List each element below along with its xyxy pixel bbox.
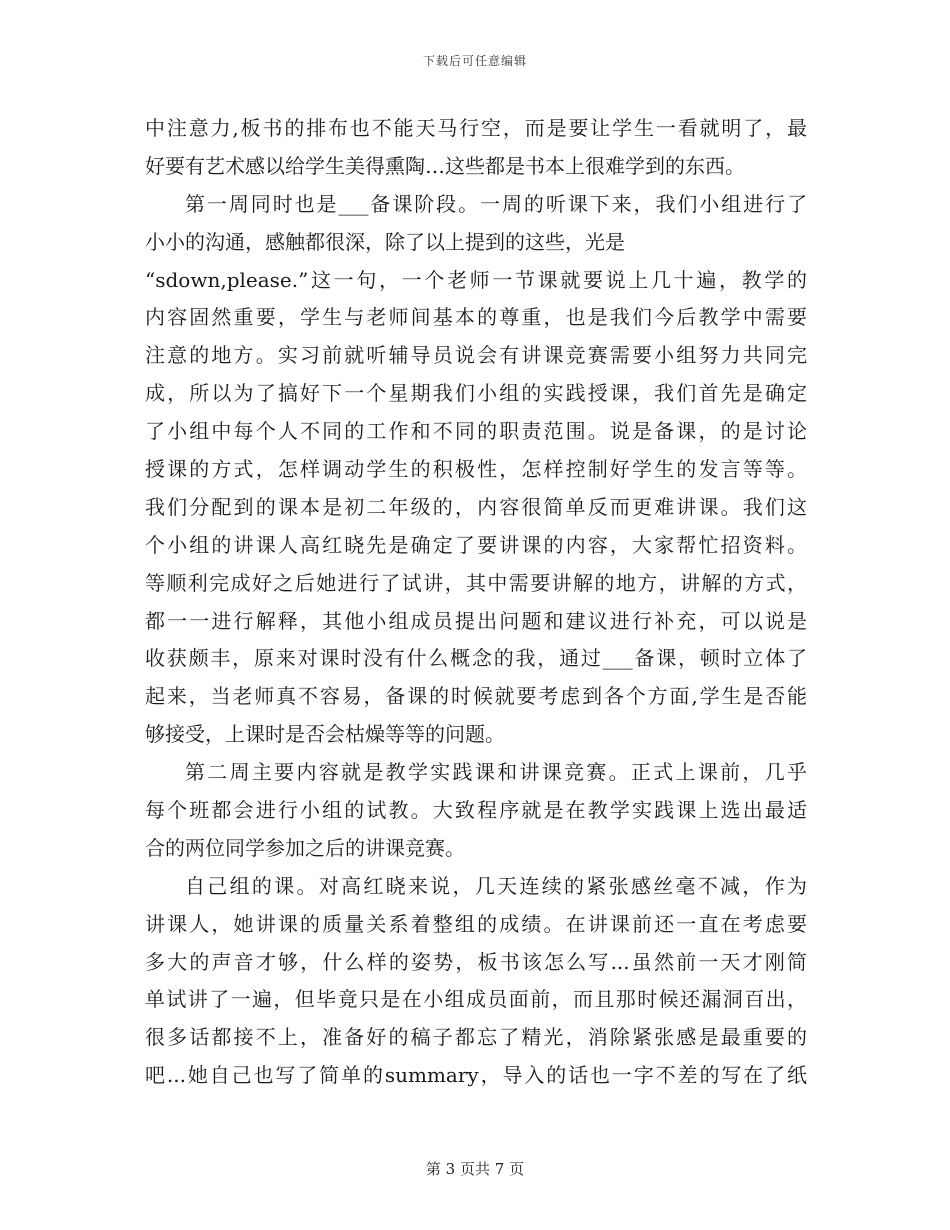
- text-line: 了小组中每个人不同的工作和不同的职责范围。说是备课，的是讨论: [145, 419, 807, 444]
- text-line: 等顺利完成好之后她进行了试讲，其中需要讲解的地方，讲解的方式，: [145, 570, 807, 595]
- text-line: 内容固然重要，学生与老师间基本的尊重，也是我们今后教学中需要: [145, 305, 807, 330]
- text-line: 多大的声音才够，什么样的姿势，板书该怎么写...虽然前一天才刚简: [145, 949, 807, 974]
- text-line: 个小组的讲课人高红晓先是确定了要讲课的内容，大家帮忙招资料。: [145, 532, 807, 557]
- text-line: 合的两位同学参加之后的讲课竞赛。: [145, 835, 465, 860]
- text-line: 中注意力,板书的排布也不能天马行空，而是要让学生一看就明了，最: [145, 116, 807, 140]
- text-line: 授课的方式，怎样调动学生的积极性，怎样控制好学生的发言等等。: [145, 457, 807, 482]
- text-line: 够接受，上课时是否会枯燥等等的问题。: [145, 722, 505, 747]
- text-line: 讲课人，她讲课的质量关系着整组的成绩。在讲课前还一直在考虑要: [145, 911, 807, 936]
- text-line: 吧...她自己也写了简单的summary，导入的话也一字不差的写在了纸: [145, 1063, 807, 1088]
- text-line: 第一周同时也是___备课阶段。一周的听课下来，我们小组进行了: [185, 191, 807, 216]
- text-line: 成，所以为了搞好下一个星期我们小组的实践授课，我们首先是确定: [145, 381, 807, 406]
- text-line: “sdown,please.”这一句，一个老师一节课就要说上几十遍，教学的: [145, 267, 807, 292]
- text-line: 注意的地方。实习前就听辅导员说会有讲课竞赛需要小组努力共同完: [145, 343, 807, 368]
- text-line: 很多话都接不上，准备好的稿子都忘了精光，消除紧张感是最重要的: [145, 1025, 807, 1050]
- text-line: 我们分配到的课本是初二年级的，内容很简单反而更难讲课。我们这: [145, 494, 807, 519]
- text-line: 好要有艺术感以给学生美得熏陶…这些都是书本上很难学到的东西。: [145, 153, 745, 178]
- text-line: 第二周主要内容就是教学实践课和讲课竞赛。正式上课前，几乎: [185, 760, 807, 785]
- document-body: [145, 110, 807, 1095]
- text-line: 起来，当老师真不容易，备课的时候就要考虑到各个方面,学生是否能: [145, 684, 807, 709]
- page-number-footer: 第 3 页共 7 页: [425, 1160, 525, 1178]
- text-line: 小小的沟通，感触都很深，除了以上提到的这些，光是: [145, 229, 625, 254]
- page-header: 下载后可任意编辑: [422, 54, 527, 68]
- text-line: 每个班都会进行小组的试教。大致程序就是在教学实践课上选出最适: [145, 798, 807, 823]
- text-line: 单试讲了一遍，但毕竟只是在小组成员面前，而且那时候还漏洞百出，: [145, 987, 807, 1012]
- text-line: 收获颇丰，原来对课时没有什么概念的我，通过___备课，顿时立体了: [145, 646, 807, 671]
- text-line: 都一一进行解释，其他小组成员提出问题和建议进行补充，可以说是: [145, 608, 807, 633]
- text-line: 自己组的课。对高红晓来说，几天连续的紧张感丝毫不减，作为: [185, 873, 807, 898]
